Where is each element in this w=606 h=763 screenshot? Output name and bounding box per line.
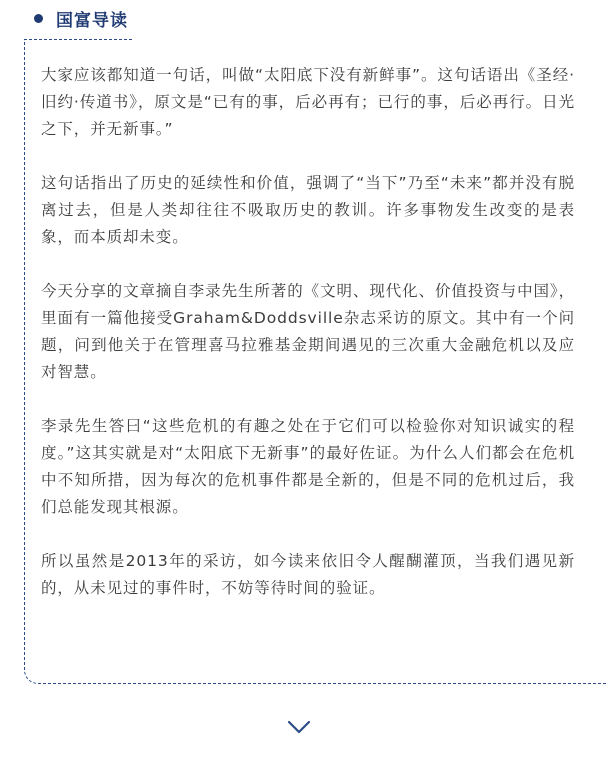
paragraph-5: 所以虽然是2013年的采访，如今读来依旧令人醒醐灌顶，当我们遇见新的，从未见过的事件时，不妨等待时间的验证。: [41, 552, 575, 597]
section-header: [34, 6, 128, 30]
paragraph-4: 李录先生答曰“这些危机的有趣之处在于它们可以检验你对知识诚实的程度。”这其实就是对“太阳底下无新事”的最好佐证。为什么人们都会在危机中不知所措，因为每次的危机事件都是全新的，但是不同的危机过后，我们总能发现其根源。: [41, 417, 575, 516]
paragraph-3: 今天分享的文章摘自李录先生所著的《文明、现代化、价值投资与中国》，里面有一篇他接受Graham&Doddsville杂志采访的原文。其中有一个问题，问到他关于在管理喜马拉雅基金期间遇见的三次重大金融危机以及应对智慧。: [41, 282, 575, 381]
article-body: [41, 62, 575, 602]
chevron-down-icon[interactable]: [287, 719, 311, 735]
section-title: 国富导读: [56, 10, 128, 31]
paragraph-2: 这句话指出了历史的延续性和价值，强调了“当下”乃至“未来”都并没有脱离过去，但是人类却往往不吸取历史的教训。许多事物发生改变的是表象，而本质却未变。: [41, 174, 575, 246]
bullet-dot-icon: [34, 14, 43, 23]
paragraph-1: 大家应该都知道一句话，叫做“太阳底下没有新鲜事”。这句话语出《圣经·旧约·传道书》，原文是“已有的事，后必再有；已行的事，后必再行。日光之下，并无新事。”: [41, 66, 575, 138]
